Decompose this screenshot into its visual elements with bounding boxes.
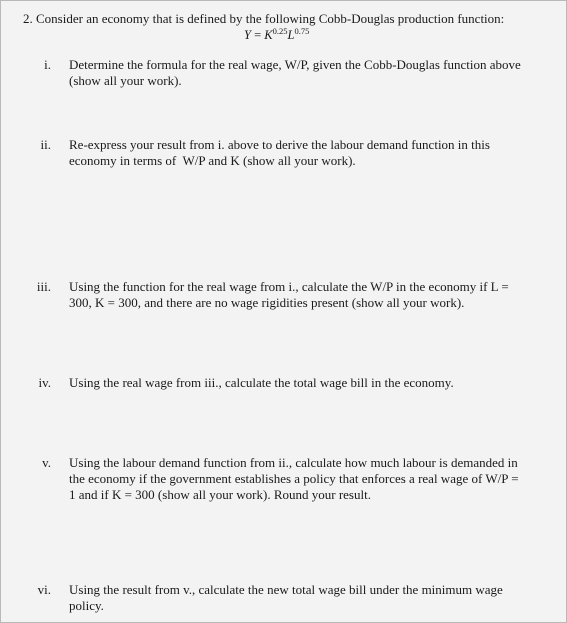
sub-question-text (69, 455, 529, 503)
sub-question-text (69, 57, 529, 89)
sub-question-text (69, 375, 529, 391)
question-number: 2. (23, 11, 33, 26)
sub-question-line: Using the real wage from iii., calculate the total wage bill in the economy. (69, 375, 454, 390)
sub-question-line: the economy if the government establishes a policy that enforces a real wage of W/P = (69, 471, 519, 486)
question-intro: Consider an economy that is defined by the following Cobb-Douglas production function: (36, 11, 505, 26)
sub-question-line: Using the function for the real wage from i., calculate the W/P in the economy if L = (69, 279, 509, 294)
sub-question-number: vi. (37, 582, 51, 597)
sub-question-line: 300, K = 300, and there are no wage rigidities present (show all your work). (69, 295, 465, 310)
question-heading (23, 11, 504, 27)
sub-question-line: economy in terms of W/P and K (show all your work). (69, 153, 356, 168)
sub-question-line: policy. (69, 598, 104, 613)
sub-question-text (69, 279, 529, 311)
sub-question-line: 1 and if K = 300 (show all your work). Round your result. (69, 487, 371, 502)
formula-l-exponent: 0.75 (294, 26, 310, 36)
sub-question-text (69, 582, 529, 614)
formula-k-exponent: 0.25 (272, 26, 288, 36)
sub-question-number: ii. (40, 137, 51, 152)
formula-k: K (264, 28, 273, 42)
sub-question-line: Using the labour demand function from ii., calculate how much labour is demanded in (69, 455, 518, 470)
sub-question-number: i. (44, 57, 51, 72)
sub-question-line: Determine the formula for the real wage, W/P, given the Cobb-Douglas function above (69, 57, 521, 72)
formula-l: L (287, 28, 295, 42)
sub-question-number: iv. (38, 375, 51, 390)
production-function-formula (244, 26, 309, 43)
sub-question-line: Using the result from v., calculate the new total wage bill under the minimum wage (69, 582, 503, 597)
sub-question-number: iii. (36, 279, 51, 294)
formula-equals: = (250, 28, 265, 42)
sub-question-line: Re-express your result from i. above to derive the labour demand function in this (69, 137, 490, 152)
sub-question-line: (show all your work). (69, 73, 182, 88)
sub-question-text (69, 137, 529, 169)
sub-question-number: v. (42, 455, 51, 470)
formula-y: Y (244, 28, 251, 42)
